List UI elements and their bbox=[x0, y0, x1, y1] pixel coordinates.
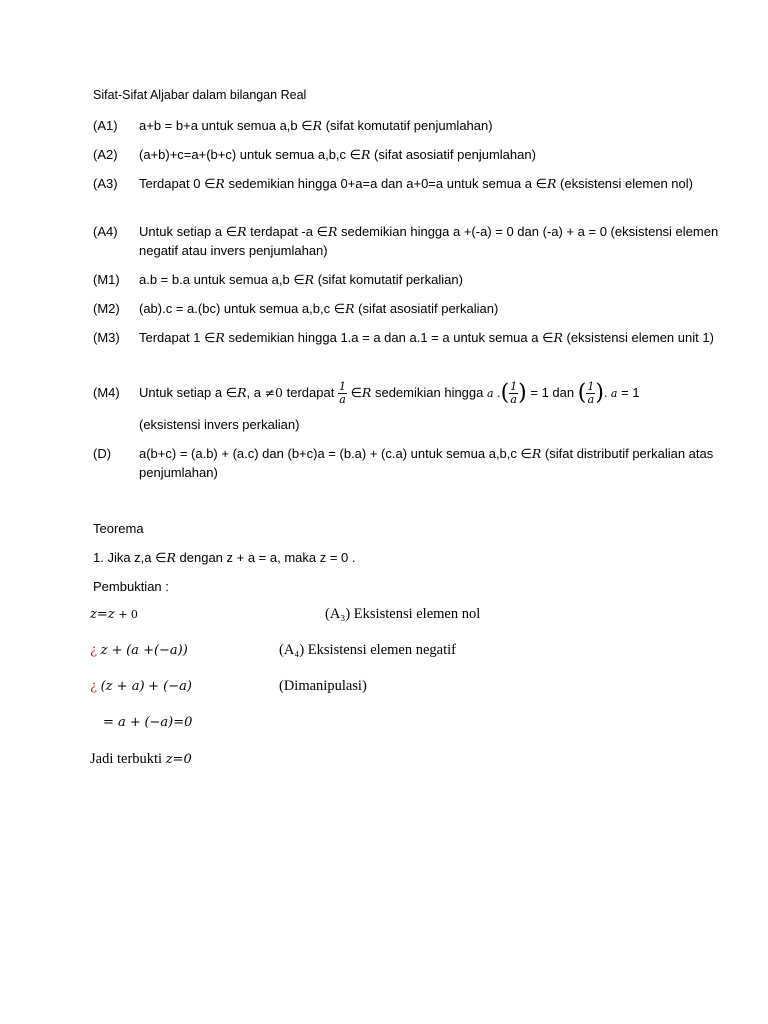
axiom-text-part: (sifat distributif perkalian atas penjumlahan) bbox=[139, 446, 714, 480]
proof-step-4 bbox=[103, 714, 192, 731]
element-of-symbol: ∈ bbox=[542, 330, 554, 345]
axiom-code: (M3) bbox=[93, 330, 120, 345]
axiom-text-part: , a bbox=[246, 385, 261, 400]
element-of-symbol: ∈ bbox=[316, 224, 328, 239]
proof-step-3 bbox=[90, 678, 192, 695]
axiom-code: (M2) bbox=[93, 301, 120, 316]
axiom-text-part: (sifat asosiatif penjumlahan) bbox=[374, 147, 536, 162]
theorem-statement bbox=[93, 550, 356, 566]
fraction-denominator: a bbox=[587, 393, 595, 407]
axiom-code: (A2) bbox=[93, 147, 118, 162]
element-of-symbol: ∈ bbox=[225, 385, 238, 400]
element-of-symbol: ∈ bbox=[301, 118, 313, 133]
real-set-symbol: R bbox=[304, 272, 315, 287]
page-title: Sifat-Sifat Aljabar dalam bilangan Real bbox=[93, 88, 307, 102]
fraction-denominator: a bbox=[510, 393, 517, 407]
theorem-text-part: 1. Jika z,a bbox=[93, 550, 152, 565]
real-set-symbol: R bbox=[361, 147, 371, 162]
axiom-text-part: (sifat komutatif penjumlahan) bbox=[325, 118, 493, 133]
real-set-symbol: R bbox=[345, 301, 355, 316]
conclusion bbox=[90, 751, 192, 768]
axiom-text bbox=[139, 116, 724, 135]
axiom-text-part: sedemikian hingga 1.a = a dan a.1 = a untuk semua a bbox=[228, 330, 539, 345]
paren-left: ( bbox=[500, 380, 510, 406]
axiom-code: (A3) bbox=[93, 176, 118, 191]
fraction-numerator: 1 bbox=[510, 380, 518, 394]
axiom-text-part: (eksistensi invers perkalian) bbox=[139, 417, 300, 432]
math-dot-a: . a bbox=[603, 387, 618, 400]
axiom-text-part: = 1 dan bbox=[530, 385, 575, 400]
element-of-symbol: ∈ bbox=[155, 550, 167, 565]
axiom-text-part: a+b = b+a untuk semua a,b bbox=[139, 118, 298, 133]
axiom-text bbox=[139, 145, 724, 164]
proof-step-2 bbox=[90, 642, 188, 659]
axiom-text-part: sedemikian hingga bbox=[374, 385, 484, 400]
paren-right: ) bbox=[518, 380, 527, 406]
axiom-text-part: sedemikian hingga 0+a=a dan a+0=a untuk semua a bbox=[228, 176, 533, 191]
axiom-text-part: (eksistensi elemen unit 1) bbox=[566, 330, 714, 345]
proof-note: (A₄) Eksistensi elemen negatif bbox=[279, 642, 456, 658]
real-set-symbol: R bbox=[215, 176, 225, 191]
axiom-text bbox=[139, 299, 724, 318]
axiom-text bbox=[139, 270, 724, 289]
red-glyph: ¿ bbox=[90, 643, 97, 658]
axiom-text-part: Untuk setiap a bbox=[139, 224, 223, 239]
element-of-symbol: ∈ bbox=[204, 176, 216, 191]
real-set-symbol: R bbox=[327, 224, 338, 239]
fraction-one-over-a bbox=[338, 381, 347, 406]
element-of-symbol: ∈ bbox=[349, 147, 361, 162]
axiom-text bbox=[139, 328, 724, 347]
real-set-symbol: R bbox=[166, 550, 176, 565]
element-of-symbol: ∈ bbox=[520, 446, 532, 461]
element-of-symbol: ∈ bbox=[350, 385, 362, 400]
proof-math: (z + a) bbox=[100, 679, 145, 694]
axiom-text bbox=[139, 222, 724, 260]
conclusion-math: z=0 bbox=[165, 752, 192, 767]
axiom-text-part: Terdapat 1 bbox=[139, 330, 201, 345]
fraction-numerator: 1 bbox=[338, 380, 346, 394]
real-set-symbol: R bbox=[553, 330, 563, 345]
proof-math: + 0 bbox=[118, 608, 138, 621]
axiom-code: (A1) bbox=[93, 118, 118, 133]
theorem-text-part: dengan z + a = a, maka z = 0 . bbox=[179, 550, 356, 565]
axiom-text bbox=[139, 444, 724, 482]
element-of-symbol: ∈ bbox=[225, 224, 238, 239]
element-of-symbol: ∈ bbox=[293, 272, 305, 287]
axiom-text-part: a(b+c) = (a.b) + (a.c) dan (b+c)a = (b.a) + (c.a) untuk semua a,b,c bbox=[139, 446, 517, 461]
fraction-denominator: a bbox=[339, 393, 346, 407]
axiom-text-part: (ab).c = a.(bc) untuk semua a,b,c bbox=[139, 301, 331, 316]
proof-step-1 bbox=[90, 606, 138, 623]
real-set-symbol: R bbox=[237, 224, 247, 239]
axiom-text bbox=[139, 174, 724, 193]
red-glyph: ¿ bbox=[90, 679, 97, 694]
not-equal-zero: ≠0 bbox=[264, 385, 284, 400]
axiom-code: (A4) bbox=[93, 224, 118, 239]
axiom-code: (M4) bbox=[93, 385, 120, 400]
math-a-dot: a . bbox=[487, 387, 501, 400]
fraction-numerator: 1 bbox=[587, 380, 595, 394]
fraction-one-over-a bbox=[509, 381, 518, 406]
real-set-symbol: R bbox=[546, 176, 557, 191]
axiom-text-part: a.b = b.a untuk semua a,b bbox=[139, 272, 290, 287]
proof-math: = a + bbox=[103, 715, 141, 730]
real-set-symbol: R bbox=[237, 385, 247, 400]
axiom-text-part: terdapat bbox=[286, 385, 335, 400]
proof-math: z + bbox=[100, 643, 123, 658]
proof-math: (a +(−a)) bbox=[126, 643, 188, 658]
element-of-symbol: ∈ bbox=[204, 330, 216, 345]
real-set-symbol: R bbox=[215, 330, 225, 345]
proof-note: (A₃) Eksistensi elemen nol bbox=[325, 606, 481, 622]
axiom-code: (D) bbox=[93, 446, 112, 461]
axiom-text-part: (sifat komutatif perkalian) bbox=[317, 272, 463, 287]
real-set-symbol: R bbox=[312, 118, 323, 133]
real-set-symbol: R bbox=[531, 446, 542, 461]
proof-label: Pembuktian : bbox=[93, 579, 169, 594]
axiom-text-part: (a+b)+c=a+(b+c) untuk semua a,b,c bbox=[139, 147, 347, 162]
paren-left: ( bbox=[577, 380, 587, 406]
proof-math: (−a)=0 bbox=[144, 715, 193, 730]
paren-right: ) bbox=[595, 380, 604, 406]
proof-note: (Dimanipulasi) bbox=[279, 678, 367, 694]
axiom-text-part: (eksistensi elemen nol) bbox=[560, 176, 693, 191]
theorem-heading: Teorema bbox=[93, 521, 144, 536]
element-of-symbol: ∈ bbox=[535, 176, 547, 191]
conclusion-text: Jadi terbukti bbox=[90, 751, 163, 767]
proof-math: z=z bbox=[90, 607, 115, 622]
axiom-text-part: terdapat -a bbox=[250, 224, 313, 239]
axiom-text-part: Untuk setiap a bbox=[139, 385, 223, 400]
real-set-symbol: R bbox=[361, 385, 372, 400]
axiom-text-part: (sifat asosiatif perkalian) bbox=[358, 301, 499, 316]
axiom-text-part: = 1 bbox=[621, 385, 640, 400]
axiom-text-part: Terdapat 0 bbox=[139, 176, 201, 191]
axiom-text bbox=[139, 378, 724, 409]
axiom-text-part: sedemikian hingga a +(-a) = 0 dan (-a) + a = 0 (eksistensi elemen negatif atau invers penjumlahan) bbox=[139, 224, 719, 258]
element-of-symbol: ∈ bbox=[333, 301, 346, 316]
axiom-code: (M1) bbox=[93, 272, 120, 287]
proof-math: + (−a) bbox=[148, 679, 192, 694]
fraction-one-over-a bbox=[586, 381, 595, 406]
